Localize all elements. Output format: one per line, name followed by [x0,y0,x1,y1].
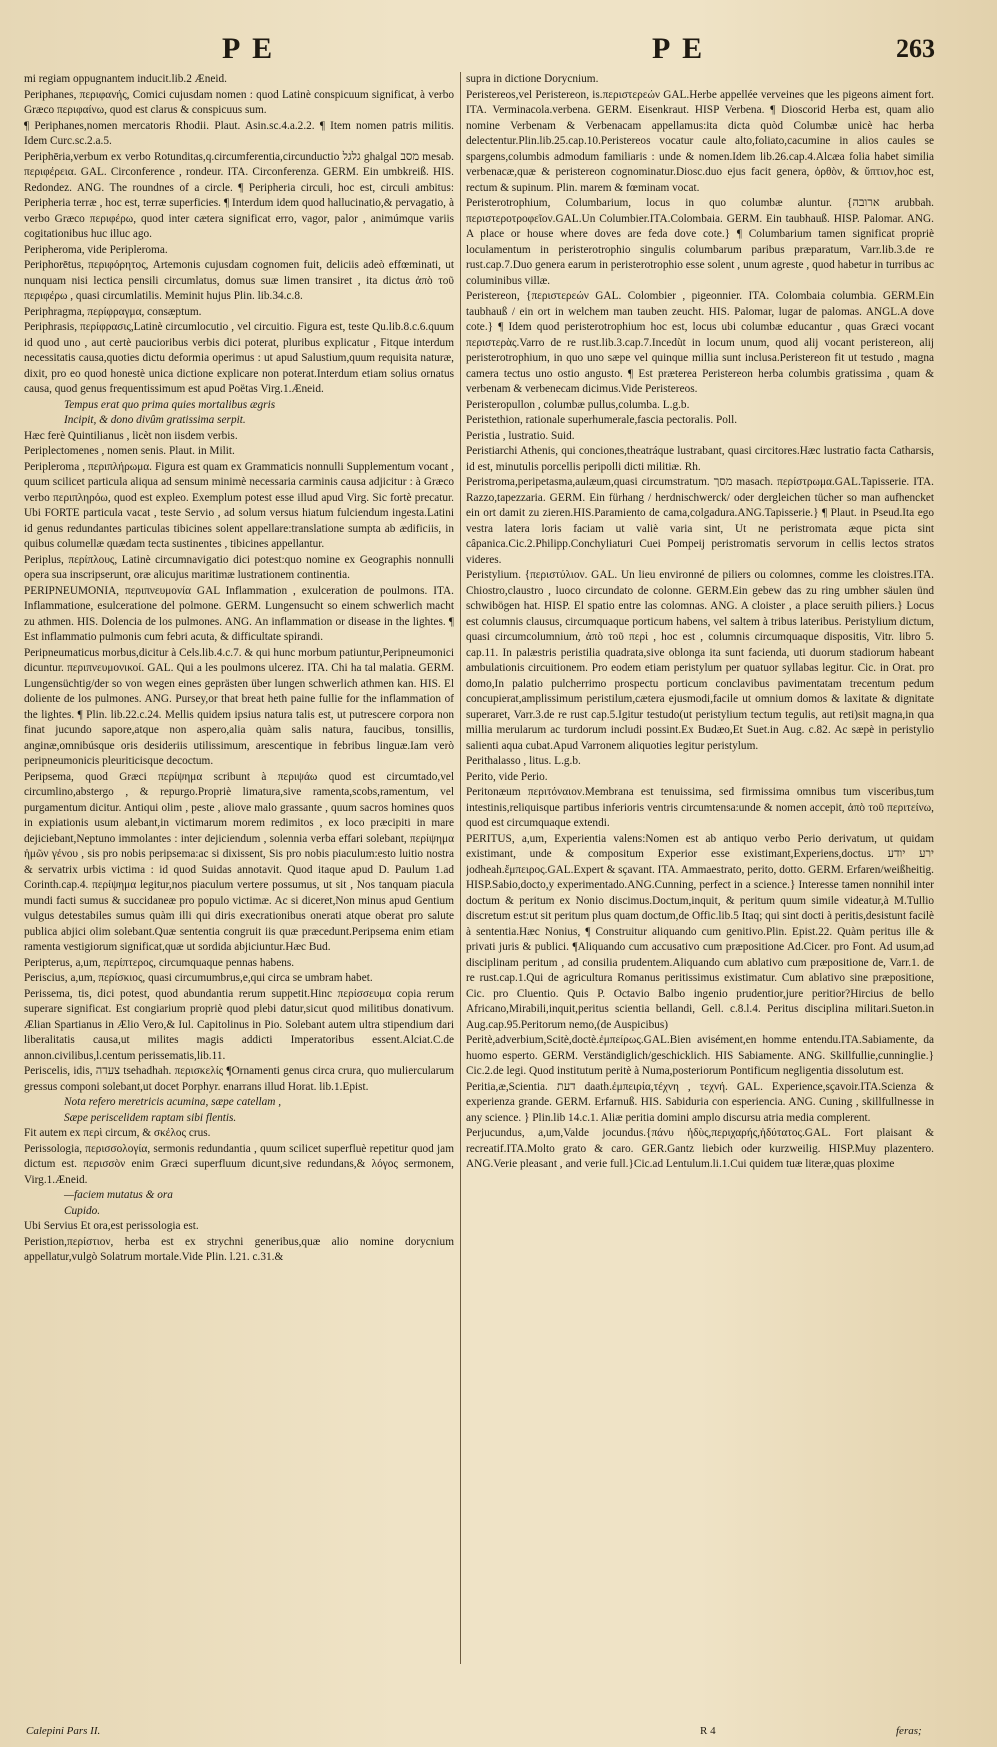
entry: Peristroma,peripetasma,aulæum,quasi circumstratum. מסך masach. περίστρωμα.GAL.Tapisserie. ITA. Razzo,tapezzaria. GERM. Ein fürhang / herdnischwerck/ oder dergleichen tücher so man aufhencket ein ort damit zu zieren.HIS.Paramiento de cama,colgadura.ANG.Tapisserie.} ¶ Plaut. in Pseud.Ita ego vestra latera loris faciam ut valiè varia sint, Ut ne peristromata æque picta sint câpanica.Cic.2.Philipp.Conchyliaturi Cuei Pompeij peristromatis servorum in cellis lectos stratos videres. [466,476,934,566]
entry: Periplectomenes , nomen senis. Plaut. in Milit. [24,445,235,457]
entry: Perito, vide Perio. [466,770,548,783]
page-number: 263 [896,34,935,63]
entry: Perissologia, περισσολογία, sermonis redundantia , quum scilicet superfluè repetitur quod jam dictum est. περισσὸν enim Græci superfluum dicunt,sive redundans,& λόγος sermonem, Virg.1.Æneid. [24,1142,454,1186]
verse-line: —faciem mutatus & ora [64,1189,173,1201]
entry: Peripsema, quod Græci περίψημα scribunt à περιψάω quod est circumtado,vel circumlino,abstergo , & repurgo.Propriè limatura,sive ramenta,scobs,ramentum, vel purgamentum dicitur. Antiqui olim , peste , aliove malo grassante , quum sacros homines quos in expiationis usum alebant,in victimarum morem redimitos , ex loco præcipiti in mare dejiciebant,Neptuno immolantes : inter dejiciendum , solennia verba effari solebant, περίψημα ἡμῶν γένου , sis pro nobis peripsema:ac si dixissent, Sis pro nobis piaculum:esto luitio nostra & servatrix urbis victima : id quod Suidas annotavit. Quod itaque apud D. Paulum 1.ad Corinth.cap.4. περίψημα legitur,nos piaculum vertere possumus, ut sit , Nos tanquam piacula mundi facti sumus & succidaneæ pro populo victimæ. Ac si diceret,Non minus apud Gentium vulgus detestabiles sumus quàm illi qui diris execrationibus onerati atque oberat pro salute publica abjici olim solebant.Quæ sententia congruit iis quæ præcedunt.Peripsema enim etiam ramenta vestigiorum significat,quæ ut sordida abjiciuntur.Hæc Bud. [24,770,454,953]
entry: Periphēria,verbum ex verbo Rotunditas,q.circumferentia,circunductio גלגל ghalgal מסב mesab. περιφέρεια. GAL. Circonference , rondeur. ITA. Circonferenza. GERM. Ein umbkreiß. HIS. Redondez. ANG. The roundnes of a circle. ¶ Peripheria circuli, hoc est, circuli ambitus: Peripheria terræ , hoc est, terræ superficies. ¶ Interdum idem quod hallucinatio,& pervagatio, à verbo Græco περιφέρω, quod inter cætera significat erro, vagor, palor , animúmque variis cogitationibus huc illuc ago. [24,150,454,240]
entry: Peripleroma , περιπλήρωμα. Figura est quam ex Grammaticis nonnulli Supplementum vocant , quum scilicet particula aliqua ad sensum minimè necessaria carminis causa adjicitur : à Græco verbo περιπληρόω, quod est expleo. Exemplum potest esse illud apud Virg. Sic fortè precatur. Ubi FORTE particula vacat , teste Servio , ad solum versus hiatum fulciendum ingesta.Latini id genus redundantes particulas tibicines solent appellare:translatione sumpta ab ædificiis, in quibus columellæ quædam tecta sustinentes , tibicines appellantur. [24,460,454,550]
entry: Periphragma, περίφραγμα, consæptum. [24,305,202,318]
entry: Periphrasis, περίφρασις,Latinè circumlocutio , vel circuitio. Figura est, teste Qu.lib.8.c.6.quum id quod uno , aut certè paucioribus verbis dici poterat, pluribus explicatur , Fitque interdum necessitatis causa,quoties dictu deformia operimus : ut apud Salustium,quum requisita naturæ, dixit, pro eo quod honestè unica dictione explicare non poterat.Interdum etiam solius ornatus causa, quod genus frequentissimum est apud Poëtas Virg.1.Æneid. [24,321,454,395]
entry: Periscius, a,um, περίσκιος, quasi circumumbrus,e,qui circa se umbram habet. [24,972,373,984]
entry: Periplus, περίπλους, Latinè circumnavigatio dici potest:quo nomine ex Geographis nonnulli opera sua inscripserunt, oræ alicujus maritimæ lustrationem continentia. [24,553,454,581]
entry: supra in dictione Dorycnium. [466,73,599,85]
entry: Perithalasso , litus. L.g.b. [466,755,581,767]
entry: Peristia , lustratio. Suid. [466,429,575,442]
entry: Periscelis, idis, צעדה tsehadhah. περισκελίς ¶Ornamenti genus circa crura, quo muliercularum gressus componi solebant,ut docet Porphyr. enarrans illud Horat. lib.1.Epist. [24,1065,454,1093]
header-right: P E [652,32,706,65]
entry: Peritia,æ,Scientia. דעת daath.ἐμπειρία,τέχνη , τεχνή. GAL. Experience,sçavoir.ITA.Scienza & experienza grande. GERM. Erfarnuß. HIS. Sabiduria con esperiencia. ANG. Cuning , skillfullnesse in any science. } Plin.lib 14.c.1. Aliæ peritia domini amplo discursu atria media complerent. [466,1080,934,1124]
entry: Peripneumaticus morbus,dicitur à Cels.lib.4.c.7. & qui hunc morbum patiuntur,Peripneumonici dicuntur. περιπνευμονικοί. GAL. Qui a les poulmons ulcerez. ITA. Chi ha tal malatia. GERM. Lungensüchtig/der so von wegen eines geprästen über lungen schwerlich athmen kan. HIS. El doliente de los pulmones. ANG. Pursey,or that breat heth paine fullie for the inflammation of the lightes. ¶ Plin. lib.22.c.24. Mellis quidem ipsius natura talis est, ut putrescere corpora non finat jucundo sapore,atque non aspero,alia quàm salis natura, faucibus, tonsillis, anginæ,omnibúsque oris desideriis utilissimum, arescentique in febribus linguæ.Iam verò peripneumonicis pleuriticisque decoctum. [24,646,454,767]
verse-line: Cupido. [64,1204,101,1217]
entry: Peristerotrophium, Columbarium, locus in quo columbæ aluntur. {ארובה arubbah. περιστεροτροφεῖον.GAL.Un Columbier.ITA.Colombaia. GERM. Ein taubhauß. HISP. Palomar. ANG. A place or house where doves are feda dove cote.} ¶ Columbarium tamen significat propriè loculamentum in peristerotrophio singulis columbarum paribus præparatum, Varr.lib.3.de re rust.cap.7.Duo genera earum in peristerotrophio esse solent , unum agreste , quod habetur in turribus ac columinibus villæ. [466,197,934,287]
entry: Peristion,περίστιον, herba est ex strychni generibus,quæ alio nomine dorycnium appellatur,vulgò Solatrum mortale.Vide Plin. l.21. c.31.& [24,1235,454,1263]
entry: Peristereon, {περιστερεών GAL. Colombier , pigeonnier. ITA. Colombaia columbia. GERM.Ein taubhauß / ein ort in welchem man tauben zeucht. HIS. Palomar, lugar de palomas. ANGL.A dove cote.} ¶ Idem quod peristerotrophium hoc est, locus ubi columbæ educantur , quas Græci vocant περιστερὰς.Varro de re rust.lib.3.cap.7.Incedùt in locum unum, quod alij vocant peristereon, alij peristerotrophium, in quo uno sæpe vel quinque millia sunt inclusa.Peristereon fit ut testudo , magna camera tectus uno ostio angusto. ¶ Est præterea Peristereon herba columbis gratissima , quam & verbenam & verbenecam dicimus.Vide Peristereos. [466,290,934,395]
entry: ¶ Periphanes,nomen mercatoris Rhodii. Plaut. Asin.sc.4.a.2.2. ¶ Item nomen patris militis. Idem Curc.sc.2.a.5. [24,119,454,147]
entry: PERITUS, a,um, Experientia valens:Nomen est ab antiquo verbo Perio derivatum, ut quidam existimant, unde & compositum Experior esse existimant,Experiens,doctus. ירע יודע jodheah.ἔμπειρος.GAL.Expert & sçavant. ITA. Ammaestrato, perito, dotto. GERM. Erfaren/weißheitig. HISP.Sabio,docto,y experimentado.ANG.Cunning, perfect in a science.} Interesse tamen nonnihil inter doctum & peritum ex Nonio discimus.Doctum,inquit, & peritum quum simile videatur,à M.Tullio discretum est:ut sit peritum plus quam doctum,de Offic.lib.5 Itaq; qui sint docti à peritis,desistunt facilè à sententia.Hæc Nonius, ¶ Construitur aliquando cum genitivo.Plin. Epist.22. Quàm peritus ille & privati juris & publici. ¶Aliquando cum accusativo cum præpositione Ad.Cicer. pro Font. Ad usum,ad disciplinam peritum , ad consilia prudentem.Aliquando cum ablativo cum præpositione de, Varr.1. de re rust.cap.1.Qui de agricultura Romanus peritissimus existimatur. Cum ablativo sine præpositione, Cic. pro Cluentio. Quis P. Octavio Balbo ingenio prudentior,jure peritior?Hircius de bello Africano,Mirabili,inquit,peritus scientia bellandi, Gell. c.8.l.4. Peritus disciplina militari.Sueton.in Aug.cap.95.Peritorum nemo,(de Auspicibus) [466,832,934,1031]
entry: Periphorētus, περιφόρητος, Artemonis cujusdam cognomen fuit, deliciis adeò effœminati, ut nunquam nisi lectica pensili circumlatus, domus suæ limen transiret , ita dictus ἀπὸ τοῦ περιφέρω , quasi circumlatilis. Meminit hujus Plin. lib.34.c.8. [24,259,454,302]
entry: Peritonæum περιτόναιον.Membrana est tenuissima, sed firmissima omnibus tum visceribus,tum intestinis,reliquisque partibus inferioris ventris circumtensa:unde & nomen accepit, ἀπὸ τοῦ περιτείνω, quod est circumquaque extendi. [466,786,934,829]
entry: mi regiam oppugnantem inducit.lib.2 Æneid. [24,73,227,85]
verse-line: Tempus erat quo prima quies mortalibus ægris [64,398,276,411]
entry: Peristeropullon , columbæ pullus,columba. L.g.b. [466,398,690,411]
entry: Peristylium. {περιστύλιον. GAL. Un lieu environné de piliers ou colomnes, comme les cloistres.ITA. Chiostro,claustro , luoco circundato de colonne. GERM.Ein gebew das zu ring umbher säulen ünd schwibögen hat. HISP. El spatio entre las colomnas. ANG. A cloister , a place seruith piliers.} Locus est columnis clausus, circumquaque porticum habens, vel saltem à tribus lateribus. Peristylium dictum, quasi circumcolumnium, ἀπὸ τοῦ περὶ , hoc est , columnis circumquaque dispositis, Vitr. libro 5. cap.11. In palæstris peristilia quadrata,sive oblonga ita sunt facienda, uti duorum stadiorum habeant ambulationis circuitionem. Pro eodem etiam peristylum per quatuor syllabas legitur. Cic. in Orat. pro domo,In palatio pulcherrimo prospectu porticum conclavibus pavimentatam trecentum pedum concupierat,amplissimum peristilum,cætera ejusmodi,facile ut omnium domos & laxitate & dignitate superaret, Varr.3.de re rust cap.5.Igitur testudo(ut peristylium tectum tegulis, aut reti)sit magna,in qua millia merularum ac turdorum includi possint.Ex Budæo,Et Suet.in Aug. c.82. Ac sæpè in peristylio salienti aqua cubat.Apud Varronem aliquoties legitur peristylum. [466,569,934,752]
header-left: P E [222,32,276,65]
entry: Hæc ferè Quintilianus , licèt non iisdem verbis. [24,429,238,442]
column-divider [460,72,461,1664]
entry: Peritè,adverbium,Scitè,doctè.ἐμπείρως.GAL.Bien avisément,en homme entendu.ITA.Sabiamente, da huomo esperto. GERM. Verständiglich/geschicklich. HIS Sabiamente. ANG. Skillfullie,cunninglie.} Cic.2.de legi. Quod institutum peritè à Numa,posteriorum Pontificum negligentia dissolutum est. [466,1034,934,1077]
entry: Perjucundus, a,um,Valde jocundus.{πάνυ ἡδὺς,περιχαρής,ἡδύτατος.GAL. Fort plaisant & recreatif.ITA.Molto grato & caro. GER.Gantz liebich oder kurzweilig. HISP.Muy plazentero. ANG.Verie pleasant , and verie full.}Cic.ad Lentulum.li.1.Cui quidem tuæ literæ,quas ploxime [466,1127,934,1170]
entry: Periphanes, περιφανής, Comici cujusdam nomen : quod Latinè conspicuum significat, à verbo Græco περιφαίνω, quod est clarus & conspicuus sum. [24,88,454,116]
entry: Fit autem ex περὶ circum, & σκέλος crus. [24,1127,211,1139]
entry: PERIPNEUMONIA, περιπνευμονία GAL Inflammation , exulceration de poulmons. ITA. Inflammatione, esulceratione del polmone. GERM. Lungensucht so einem schwerlich macht zu athmen. HIS. Dolencia de los pulmones. ANG. An inflammation or disease in the lightes. ¶ Est inflammatio pulmonis cum febri acuta, & difficultate spirandi. [24,584,454,643]
right-column [466,72,934,1732]
entry: Peristiarchi Athenis, qui conciones,theatráque lustrabant, quasi circitores.Hæc lustratio facta Catharsis, id est, minutulis porcellis peripolli dicti militiæ. Rh. [466,445,934,473]
gathering-mark: R 4 [700,1725,716,1737]
catchword: feras; [896,1725,922,1737]
entry: Perissema, tis, dici potest, quod abundantia rerum suppetit.Hinc περίσσευμα copia rerum superare significat. Est congiarium propriè quod plebi datur,sicut quod militibus donativum. Ælian Spartianus in Ælio Vero,& Iul. Capitolinus in Pio. Solebant autem ultra stipendium dari liberalitatis causa,ut milites magis addicti Imperatoribus essent.Alciat.C.de annon.civilibus,l.centum perissematis,lib.11. [24,987,454,1062]
entry: Peripheroma, vide Peripleroma. [24,243,168,256]
verse-line: Incipit, & dono divûm gratissima serpit. [64,414,246,426]
entry: Ubi Servius Et ora,est perissologia est. [24,1220,199,1232]
running-header [0,32,997,72]
entry: Peristereos,vel Peristereon, is.περιστερεών GAL.Herbe appellée verveines que les pigeons aiment fort. ITA. Verminacola.verbena. GERM. Eisenkraut. HISP Verbena. ¶ Dioscorid Herba est, quam alio nomine Verbenam & Verbenacam appellamus:ita dicta quòd Columbæ unicè hac herba delectentur.Plin.lib.25.cap.10.Peristereos vocatur caule alto,foliato,cacumine in alios caules se spargens,columbis admodum familiaris : unde & nomen.Idem lib.26.cap.4.Alcæa folia habet similia verbenacæ,quæ & peristereon cognominatur.Diosc.duo ejus facit genera, ὀρθὸν, & ὕπτιον,hoc est, rectum & supinum. Plin. marem & fœminam vocat. [466,88,934,194]
entry: Peripterus, a,um, περίπτερος, circumquaque pennas habens. [24,956,295,969]
left-column [24,72,454,1692]
entry: Peristethion, rationale superhumerale,fascia pectoralis. Poll. [466,414,738,426]
signature-mark: Calepini Pars II. [26,1725,101,1737]
page-footer [0,1725,997,1743]
verse-line: Sæpe periscelidem raptam sibi flentis. [64,1111,237,1124]
verse-line: Nota refero meretricis acumina, sæpe catellam , [64,1096,282,1108]
